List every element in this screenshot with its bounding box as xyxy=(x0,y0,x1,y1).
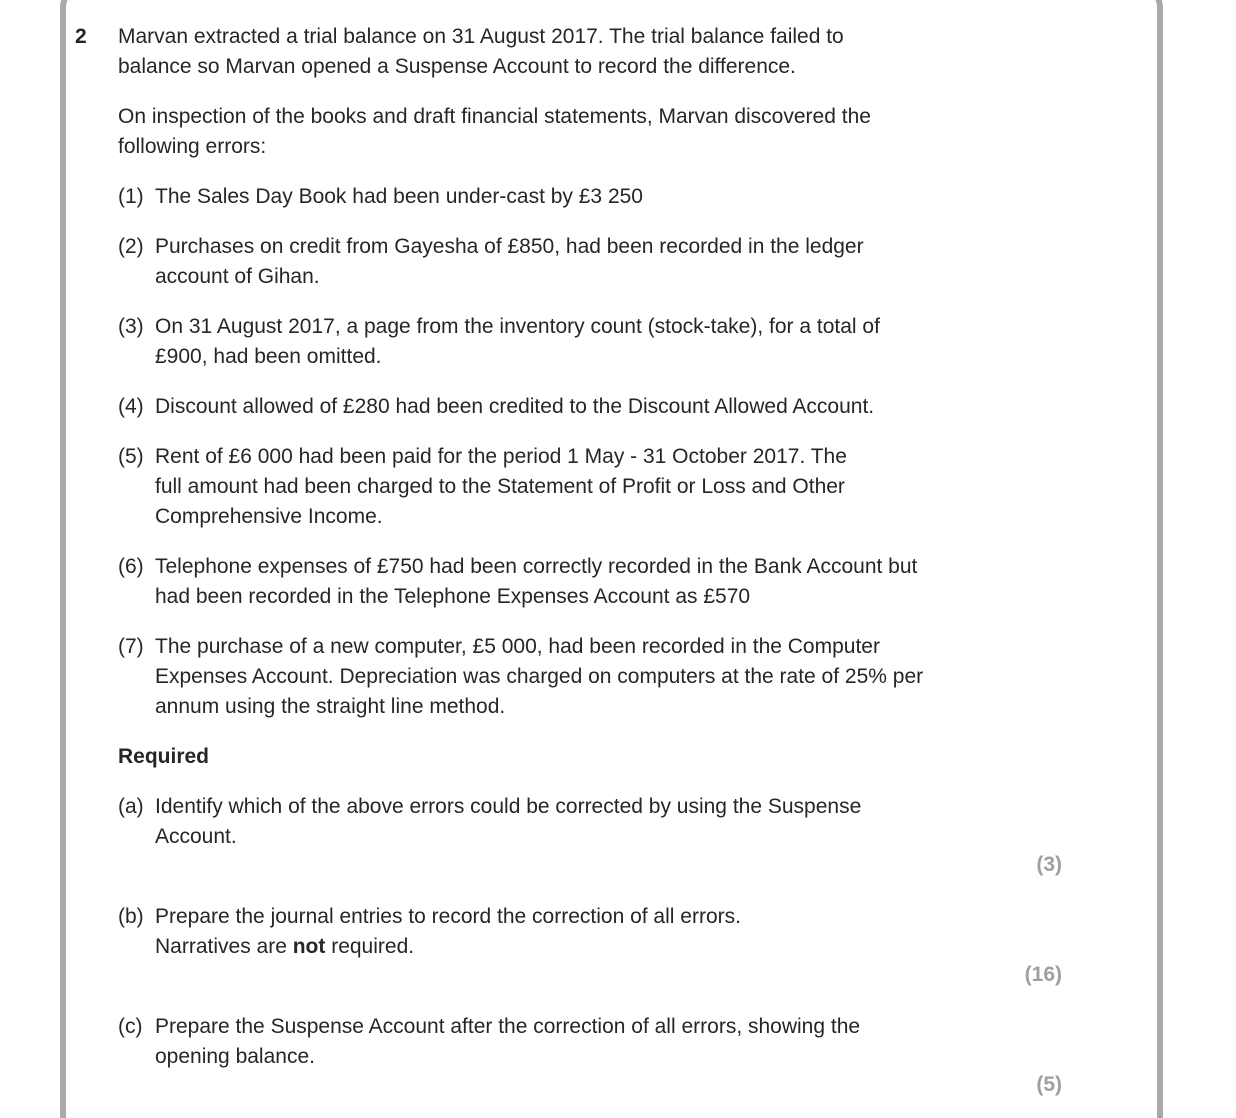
text-line xyxy=(155,932,1062,962)
text-line: Purchases on credit from Gayesha of £850, had been recorded in the ledger xyxy=(155,235,864,258)
error-text xyxy=(155,442,1062,532)
text-line: On 31 August 2017, a page from the inventory count (stock-take), for a total of xyxy=(155,315,880,338)
list-marker: (5) xyxy=(118,445,144,468)
text-line: Identify which of the above errors could be corrected by using the Suspense xyxy=(155,795,862,818)
text-line: The Sales Day Book had been under-cast by £3 250 xyxy=(155,185,643,208)
error-item-2 xyxy=(118,232,1062,292)
error-text xyxy=(155,312,1062,372)
list-marker: (2) xyxy=(118,235,144,258)
task-item-a xyxy=(118,792,1062,852)
task-text xyxy=(155,902,1062,962)
marks-badge-c: (5) xyxy=(1036,1073,1062,1096)
text-line: Account. xyxy=(155,825,237,848)
error-text xyxy=(155,182,1062,212)
list-marker: (3) xyxy=(118,315,144,338)
text-line: opening balance. xyxy=(155,1045,315,1068)
text-line: had been recorded in the Telephone Expenses Account as £570 xyxy=(155,585,751,608)
text-line: Rent of £6 000 had been paid for the period 1 May - 31 October 2017. The xyxy=(155,445,847,468)
bold-text-segment: not xyxy=(292,935,326,958)
text-line: Expenses Account. Depreciation was charged on computers at the rate of 25% per xyxy=(155,665,924,688)
text-line: account of Gihan. xyxy=(155,265,320,288)
text-line: The purchase of a new computer, £5 000, had been recorded in the Computer xyxy=(155,635,880,658)
text-line: Discount allowed of £280 had been credited to the Discount Allowed Account. xyxy=(155,395,875,418)
error-item-3 xyxy=(118,312,1062,372)
text-line: Prepare the journal entries to record the correction of all errors. xyxy=(155,905,741,928)
text-line: annum using the straight line method. xyxy=(155,695,506,718)
list-marker: (c) xyxy=(118,1015,143,1038)
error-text xyxy=(155,232,1062,292)
text-line: Prepare the Suspense Account after the correction of all errors, showing the xyxy=(155,1015,861,1038)
marks-badge-a: (3) xyxy=(1036,853,1062,876)
error-item-5 xyxy=(118,442,1062,532)
question-body xyxy=(118,22,1062,1118)
error-text xyxy=(155,552,1062,612)
list-marker: (6) xyxy=(118,555,144,578)
intro-paragraph-2 xyxy=(118,102,1062,162)
required-heading: Required xyxy=(118,745,210,768)
task-text xyxy=(155,1012,1062,1072)
list-marker: (7) xyxy=(118,635,144,658)
text-segment: Narratives are xyxy=(155,935,293,958)
text-line: full amount had been charged to the Statement of Profit or Loss and Other xyxy=(155,475,845,498)
task-item-b xyxy=(118,902,1062,962)
intro-paragraph-1 xyxy=(118,22,1062,82)
text-line: following errors: xyxy=(118,135,267,158)
text-line: £900, had been omitted. xyxy=(155,345,382,368)
task-item-c xyxy=(118,1012,1062,1072)
error-item-7 xyxy=(118,632,1062,722)
error-item-6 xyxy=(118,552,1062,612)
list-marker: (1) xyxy=(118,185,144,208)
question-content xyxy=(75,22,1062,1118)
text-line: Comprehensive Income. xyxy=(155,505,383,528)
question-number: 2 xyxy=(75,25,87,48)
list-marker: (b) xyxy=(118,905,144,928)
list-marker: (4) xyxy=(118,395,144,418)
text-segment: required. xyxy=(325,935,415,958)
list-marker: (a) xyxy=(118,795,144,818)
text-line: Marvan extracted a trial balance on 31 August 2017. The trial balance failed to xyxy=(118,25,844,48)
task-text xyxy=(155,792,1062,852)
error-text xyxy=(155,632,1062,722)
text-line: balance so Marvan opened a Suspense Account to record the difference. xyxy=(118,55,796,78)
marks-badge-b: (16) xyxy=(1024,963,1062,986)
error-text xyxy=(155,392,1062,422)
error-item-4 xyxy=(118,392,1062,422)
text-line: Telephone expenses of £750 had been correctly recorded in the Bank Account but xyxy=(155,555,918,578)
text-line: On inspection of the books and draft financial statements, Marvan discovered the xyxy=(118,105,871,128)
error-item-1 xyxy=(118,182,1062,212)
